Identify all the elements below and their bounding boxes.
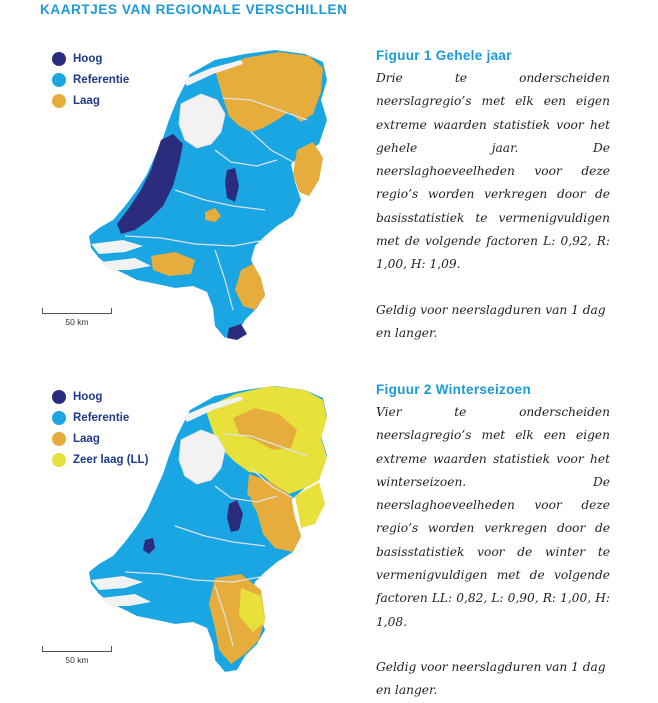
- caption-title: Figuur 1 Gehele jaar: [376, 48, 512, 63]
- caption-body: Drie te onderscheiden neerslagregio’s met elk een eigen extreme waarden statistiek voor het gehele jaar. De neerslaghoeveelheden voor deze regio’s worden verkregen door de basisstatistiek te vermenigvuldigen met de volgende factoren L: 0,92, R: 1,00, H: 1,09.: [376, 71, 610, 272]
- legend-label: Referentie: [73, 411, 130, 424]
- legend-item-laag: [52, 90, 129, 111]
- legend-figuur-2: [52, 386, 148, 470]
- legend-figuur-1: [52, 48, 129, 111]
- legend-swatch-zeer-laag: [52, 453, 66, 467]
- figure-1: [0, 40, 658, 350]
- legend-label: Laag: [73, 432, 100, 445]
- caption-figuur-2: [376, 382, 610, 703]
- legend-item-referentie: [52, 407, 148, 428]
- caption-body: Vier te onderscheiden neerslagregio’s met elk een eigen extreme waarden statistiek voor het winterseizoen. De neerslaghoeveelheden voor deze regio’s worden verkregen door de basisstatistiek voor de winter te vermenigvuldigen met de volgende factoren LL: 0,82, L: 0,90, R: 1,00, H: 1,08.: [376, 405, 610, 629]
- legend-label: Hoog: [73, 52, 103, 65]
- caption-note: Geldig voor neerslagduren van 1 dag en langer.: [376, 302, 606, 340]
- legend-label: Laag: [73, 94, 100, 107]
- legend-swatch-laag: [52, 432, 66, 446]
- caption-title: Figuur 2 Winterseizoen: [376, 382, 531, 397]
- map-region-laag-east: [293, 142, 323, 196]
- legend-item-zeer-laag: [52, 449, 148, 470]
- scale-bar-figuur-2: [42, 646, 112, 665]
- legend-label: Referentie: [73, 73, 130, 86]
- legend-label: Hoog: [73, 390, 103, 403]
- caption-note: Geldig voor neerslagduren van 1 dag en langer.: [376, 659, 606, 698]
- figure-2: [0, 378, 658, 698]
- caption-figuur-1: [376, 48, 610, 345]
- legend-swatch-referentie: [52, 73, 66, 87]
- legend-label: Zeer laag (LL): [73, 453, 149, 466]
- page-title: KAARTJES VAN REGIONALE VERSCHILLEN: [40, 2, 348, 17]
- legend-item-hoog: [52, 386, 148, 407]
- legend-item-referentie: [52, 69, 129, 90]
- legend-swatch-hoog: [52, 52, 66, 66]
- scale-bar-label: 50 km: [65, 655, 89, 665]
- scale-bar-line: [42, 308, 112, 314]
- legend-swatch-referentie: [52, 411, 66, 425]
- scale-bar-label: 50 km: [65, 317, 89, 327]
- legend-item-laag: [52, 428, 148, 449]
- legend-item-hoog: [52, 48, 129, 69]
- scale-bar-figuur-1: [42, 308, 112, 327]
- legend-swatch-laag: [52, 94, 66, 108]
- scale-bar-line: [42, 646, 112, 652]
- legend-swatch-hoog: [52, 390, 66, 404]
